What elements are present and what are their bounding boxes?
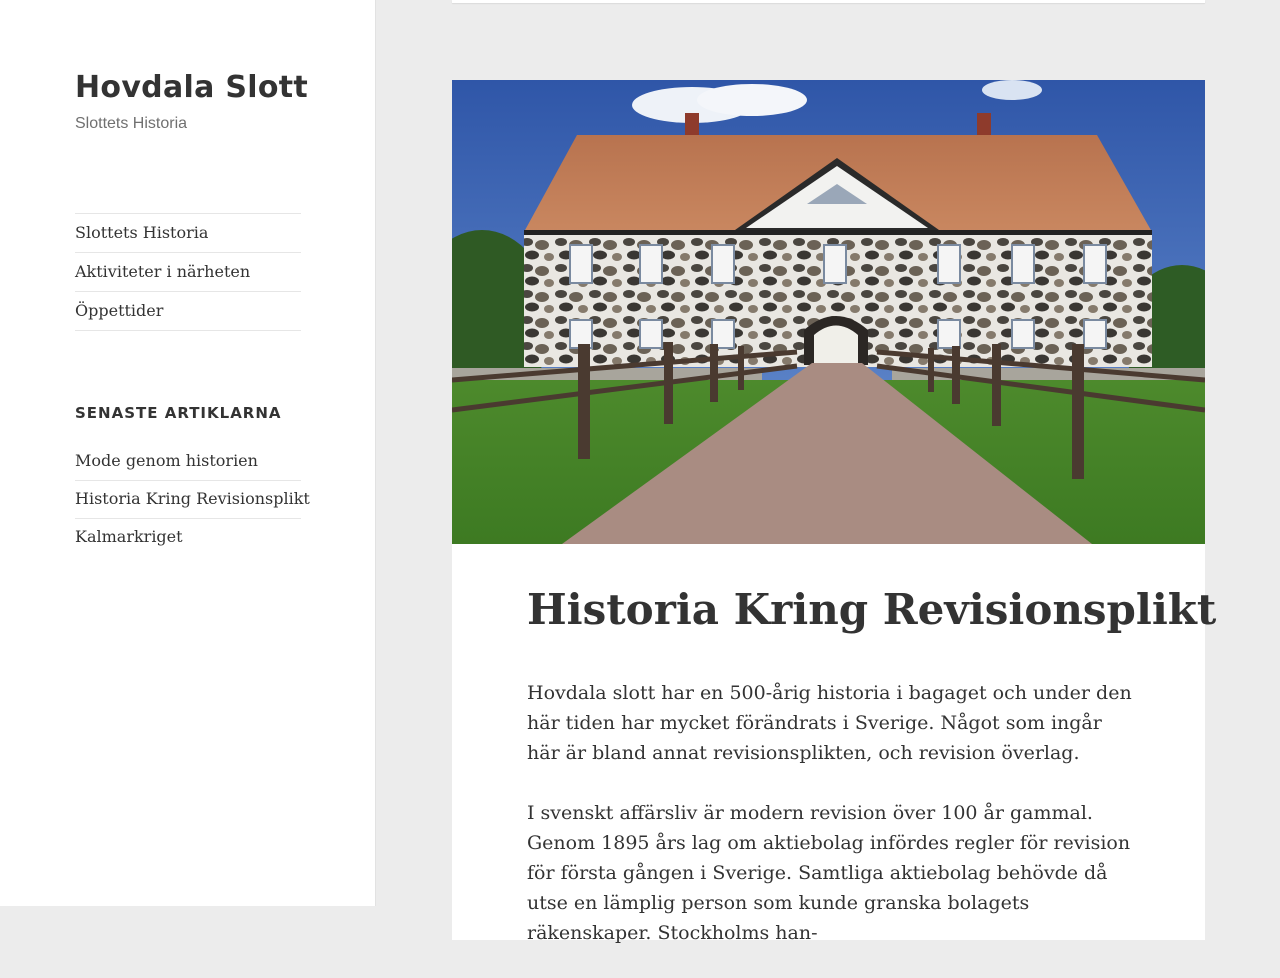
sidebar — [0, 0, 376, 906]
recent-posts-list — [75, 443, 310, 556]
previous-article-edge — [452, 0, 1205, 3]
post-content — [527, 678, 1137, 978]
featured-image[interactable] — [452, 80, 1205, 544]
recent-post-link[interactable]: Mode genom historien — [75, 443, 301, 481]
menu-item-aktiviteter[interactable]: Aktiviteter i närheten — [75, 253, 301, 292]
recent-post-link[interactable]: Kalmarkriget — [75, 527, 183, 546]
post-title[interactable]: Historia Kring Revisionsplikt — [527, 585, 1217, 634]
main-menu — [75, 213, 301, 331]
menu-item-slottets-historia[interactable]: Slottets Historia — [75, 214, 301, 253]
menu-item-oppettider[interactable]: Öppettider — [75, 292, 301, 331]
recent-post-link[interactable]: Historia Kring Revisionsplikt — [75, 481, 301, 519]
site-description: Slottets Historia — [75, 115, 188, 132]
article-card — [452, 80, 1217, 944]
site-title[interactable]: Hovdala Slott — [75, 70, 309, 105]
recent-posts-heading: SENASTE ARTIKLARNA — [75, 404, 282, 422]
post-paragraph: Hovdala slott har en 500-årig historia i bagaget och under den här tiden har mycket förändrats i Sverige. Något som ingår här är bland annat revisionsplikten, och revision överlag. — [527, 682, 1132, 764]
post-paragraph: I svenskt affärsliv är modern revision över 100 år gammal. Genom 1895 års lag om aktiebolag infördes regler för revision för första gången i Sverige. Samtliga aktiebolag behövde då utse en lämplig person som kunde granska bolagets räkenskaper. Stockholms han- — [527, 802, 1131, 944]
